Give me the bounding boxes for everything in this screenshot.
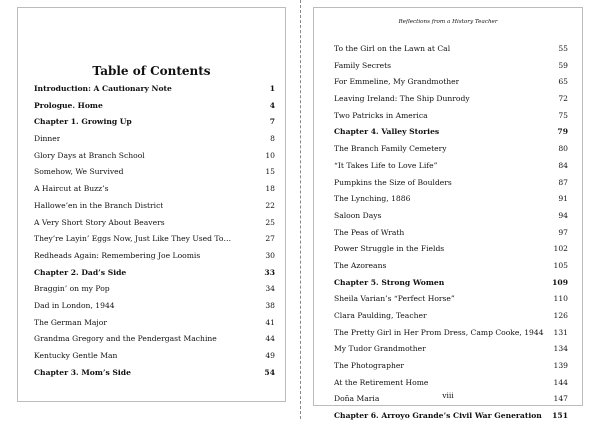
- toc-entry: [34, 218, 275, 235]
- toc-entry-title: Braggin’ on my Pop: [34, 284, 110, 294]
- toc-entry-title: A Haircut at Buzz’s: [34, 184, 109, 194]
- toc-entry-title: The Peas of Wrath: [334, 227, 405, 237]
- toc-entry: [34, 201, 275, 218]
- toc-entry: [34, 251, 275, 268]
- toc-entry-title: Chapter 3. Mom’s Side: [34, 367, 131, 377]
- toc-entry-title: The Pretty Girl in Her Prom Dress, Camp Cooke, 1944: [334, 327, 544, 337]
- toc-entry-title: Two Patricks in America: [334, 110, 428, 120]
- toc-entry-page: 91: [558, 194, 568, 204]
- toc-entry: [334, 328, 568, 345]
- toc-chapter-entry: [34, 368, 275, 385]
- toc-entry-page: 134: [553, 344, 568, 354]
- toc-chapter-entry: [34, 117, 275, 134]
- toc-entry-page: 10: [265, 150, 275, 160]
- toc-chapter-entry: [334, 278, 568, 295]
- toc-entry-title: They’re Layin’ Eggs Now, Just Like They Used To…: [34, 234, 232, 244]
- toc-entry: [334, 111, 568, 128]
- toc-chapter-entry: [34, 101, 275, 118]
- toc-entry-page: 84: [558, 160, 568, 170]
- toc-entry: [34, 134, 275, 151]
- toc-entry: [334, 261, 568, 278]
- toc-title: Table of Contents: [92, 64, 211, 78]
- toc-entry-title: At the Retirement Home: [334, 377, 429, 387]
- toc-entry-page: 7: [269, 117, 275, 127]
- toc-entry-title: Glory Days at Branch School: [34, 150, 145, 160]
- toc-entry-page: 102: [553, 244, 568, 254]
- page-divider: [300, 0, 301, 419]
- toc-entry-page: 97: [558, 227, 568, 237]
- toc-entry-title: Dinner: [34, 134, 61, 144]
- toc-entry-title: The Lynching, 1886: [334, 194, 411, 204]
- toc-entry-page: 34: [265, 284, 275, 294]
- toc-entry: [334, 361, 568, 378]
- toc-entry: [34, 184, 275, 201]
- toc-entry-page: 87: [558, 177, 568, 187]
- toc-entry-title: The Branch Family Cemetery: [334, 144, 447, 154]
- toc-entry-title: Redheads Again: Remembering Joe Loomis: [34, 250, 201, 260]
- toc-entry: [334, 294, 568, 311]
- toc-entry-page: 79: [557, 127, 568, 137]
- toc-entry-page: 109: [552, 277, 568, 287]
- toc-entry: [34, 167, 275, 184]
- toc-entry-page: 151: [552, 411, 568, 421]
- toc-entry-title: Leaving Ireland: The Ship Dunrody: [334, 94, 470, 104]
- toc-entry-title: Sheila Varian’s “Perfect Horse”: [334, 294, 455, 304]
- toc-entry: [334, 44, 568, 61]
- toc-entry-title: Hallowe’en in the Branch District: [34, 200, 164, 210]
- toc-entry-page: 80: [558, 144, 568, 154]
- toc-entry-page: 139: [553, 361, 568, 371]
- toc-entry-title: Chapter 4. Valley Stories: [334, 127, 440, 137]
- toc-entry-page: 30: [265, 250, 275, 260]
- toc-entry: [334, 211, 568, 228]
- toc-entry-page: 1: [269, 84, 275, 93]
- toc-entry: [34, 301, 275, 318]
- toc-entry: [334, 244, 568, 261]
- toc-entry-page: 105: [553, 260, 568, 270]
- running-header: Reflections from a History Teacher: [398, 19, 498, 25]
- toc-entry-title: Somehow, We Survived: [34, 167, 124, 177]
- toc-entry: [334, 344, 568, 361]
- toc-entry-title: Grandma Gregory and the Pendergast Machine: [34, 334, 217, 344]
- toc-entry-page: 25: [265, 217, 275, 227]
- toc-entry-title: Power Struggle in the Fields: [334, 244, 445, 254]
- toc-entry-title: My Tudor Grandmother: [334, 344, 426, 354]
- toc-entry-page: 44: [265, 334, 275, 344]
- toc-entry: [34, 151, 275, 168]
- toc-entry-page: 27: [265, 234, 275, 244]
- toc-entry: [334, 311, 568, 328]
- toc-entry-title: The German Major: [34, 317, 107, 327]
- toc-entry-page: 15: [265, 167, 275, 177]
- toc-entry-page: 147: [553, 394, 568, 404]
- toc-entry-page: 126: [553, 311, 568, 320]
- toc-entry: [34, 334, 275, 351]
- toc-entry-title: Saloon Days: [334, 210, 382, 220]
- toc-entry-title: Kentucky Gentle Man: [34, 351, 118, 360]
- toc-entry-page: 131: [553, 327, 568, 337]
- toc-entry: [34, 318, 275, 335]
- toc-entry-title: Chapter 2. Dad’s Side: [34, 267, 127, 277]
- toc-entry-title: Doña Maria: [334, 394, 380, 404]
- toc-entry-page: 18: [265, 184, 275, 194]
- toc-entry: [334, 161, 568, 178]
- toc-entry-page: 4: [269, 100, 275, 110]
- toc-entry: [334, 61, 568, 78]
- toc-chapter-entry: [34, 268, 275, 285]
- toc-entry: [34, 234, 275, 251]
- right-toc-list: [334, 44, 568, 428]
- toc-entry-title: Chapter 1. Growing Up: [34, 117, 132, 127]
- toc-entry: [334, 94, 568, 111]
- toc-entry-page: 8: [270, 134, 275, 144]
- toc-entry-page: 49: [265, 351, 275, 360]
- toc-entry-page: 41: [265, 317, 275, 327]
- toc-chapter-entry: [334, 411, 568, 428]
- right-page: [313, 7, 583, 421]
- toc-entry-title: Prologue. Home: [34, 100, 103, 110]
- toc-entry-title: “It Takes Life to Love Life”: [334, 160, 438, 170]
- toc-entry-page: 144: [553, 377, 568, 387]
- toc-entry: [34, 351, 275, 368]
- toc-entry: [334, 77, 568, 94]
- toc-entry: [334, 144, 568, 161]
- toc-entry: [334, 228, 568, 245]
- toc-entry-title: Dad in London, 1944: [34, 300, 115, 310]
- toc-entry-title: Clara Paulding, Teacher: [334, 311, 427, 320]
- toc-entry-title: Chapter 5. Strong Women: [334, 277, 445, 287]
- toc-entry-page: 54: [264, 367, 275, 377]
- toc-entry: [34, 284, 275, 301]
- toc-entry-title: For Emmeline, My Grandmother: [334, 77, 460, 87]
- toc-entry: [334, 194, 568, 211]
- toc-entry-title: Pumpkins the Size of Boulders: [334, 177, 452, 187]
- toc-entry-page: 65: [558, 77, 568, 87]
- toc-entry-title: Chapter 6. Arroyo Grande’s Civil War Generation: [334, 411, 542, 421]
- toc-entry-page: 55: [558, 44, 568, 53]
- toc-entry-title: A Very Short Story About Beavers: [34, 217, 165, 227]
- toc-entry-page: 94: [558, 210, 568, 220]
- toc-entry-page: 75: [558, 110, 568, 120]
- toc-chapter-entry: [34, 84, 275, 101]
- toc-entry-page: 59: [558, 60, 568, 70]
- page-number: viii: [442, 391, 454, 400]
- toc-entry-title: The Azoreans: [334, 260, 387, 270]
- toc-entry: [334, 178, 568, 195]
- toc-entry-title: Introduction: A Cautionary Note: [34, 84, 172, 93]
- left-page: [17, 7, 286, 402]
- toc-entry-title: Family Secrets: [334, 60, 392, 70]
- toc-entry-page: 33: [264, 267, 275, 277]
- toc-entry-page: 72: [558, 94, 568, 104]
- toc-entry-page: 22: [265, 200, 275, 210]
- toc-chapter-entry: [334, 127, 568, 144]
- left-toc-list: [34, 84, 275, 384]
- toc-entry-page: 110: [553, 294, 568, 304]
- toc-entry-title: The Photographer: [334, 361, 404, 371]
- toc-entry-title: To the Girl on the Lawn at Cal: [334, 44, 451, 53]
- toc-entry-page: 38: [265, 300, 275, 310]
